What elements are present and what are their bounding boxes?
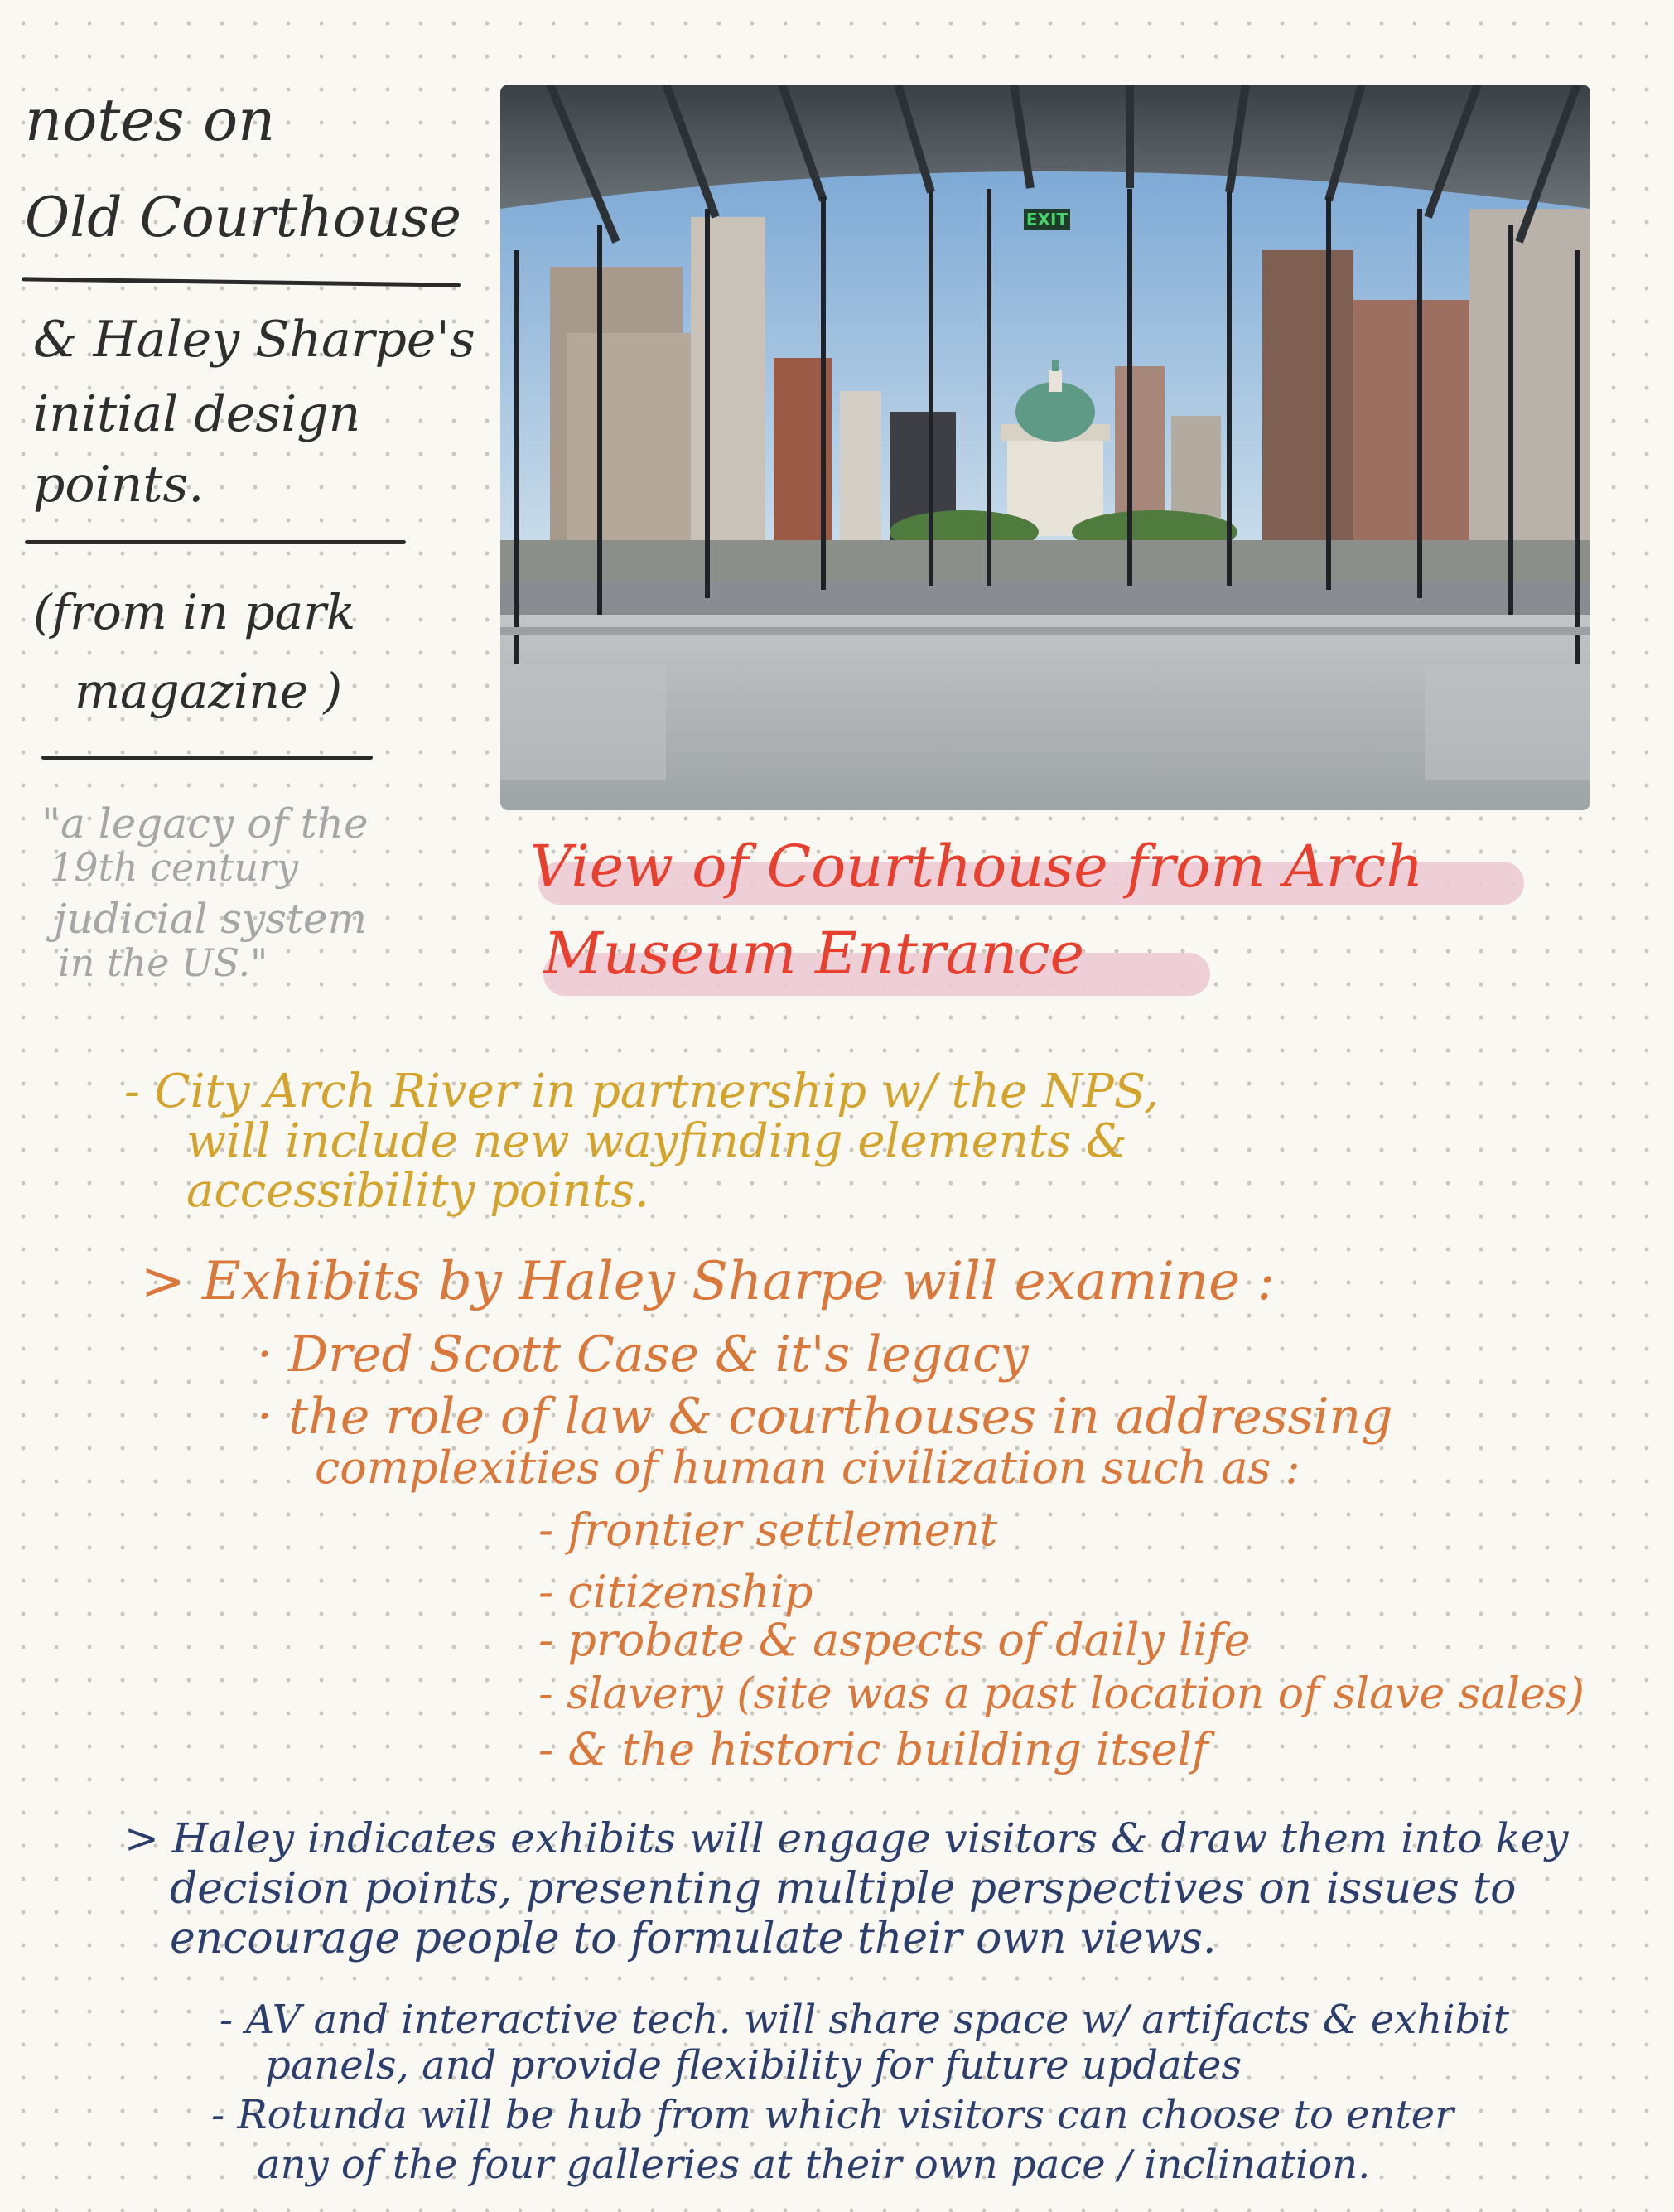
- courthouse-photo-illustration: [500, 85, 1590, 810]
- haley-av-line-1: - AV and interactive tech. will share space w/ artifacts & exhibit: [220, 1997, 1509, 2043]
- city-arch-line-3: accessibility points.: [186, 1164, 649, 1218]
- caption-line-1: View of Courthouse from Arch: [530, 833, 1424, 901]
- exhibits-sub-item: - citizenship: [538, 1566, 813, 1618]
- source-line-2: magazine ): [75, 663, 343, 719]
- exhibits-bullet-2-line-1: · the role of law & courthouses in addressing: [257, 1388, 1393, 1446]
- exhibits-bullet-2-line-2: complexities of human civilization such as :: [315, 1442, 1300, 1494]
- exhibits-sub-item: - slavery (site was a past location of slave sales): [538, 1669, 1585, 1719]
- haley-line-3: encourage people to formulate their own views.: [170, 1914, 1217, 1963]
- haley-rotunda-line-2: any of the four galleries at their own pace / inclination.: [257, 2142, 1371, 2188]
- title-line-3: & Haley Sharpe's: [33, 311, 475, 369]
- exit-sign-label: EXIT: [1025, 210, 1069, 229]
- quote-line-2: 19th century: [50, 845, 298, 890]
- haley-av-line-2: panels, and provide flexibility for future updates: [265, 2042, 1242, 2089]
- caption-line-2: Museum Entrance: [543, 920, 1085, 988]
- quote-line-3: judicial system: [54, 895, 368, 943]
- title-line-1: notes on: [25, 86, 276, 154]
- courthouse-photo: [500, 85, 1590, 810]
- haley-line-2: decision points, presenting multiple perspectives on issues to: [170, 1864, 1517, 1914]
- city-arch-line-1: - City Arch River in partnership w/ the NPS,: [124, 1065, 1159, 1118]
- exhibits-bullet-1: · Dred Scott Case & it's legacy: [257, 1326, 1029, 1384]
- title-line-5: points.: [33, 456, 205, 514]
- exhibits-heading: > Exhibits by Haley Sharpe will examine :: [141, 1251, 1275, 1312]
- title-underline: [22, 277, 461, 287]
- haley-rotunda-line-1: - Rotunda will be hub from which visitors can choose to enter: [211, 2092, 1454, 2138]
- exhibits-sub-item: - probate & aspects of daily life: [538, 1614, 1251, 1666]
- title-line-2: Old Courthouse: [25, 186, 461, 249]
- exhibits-sub-item: - & the historic building itself: [538, 1723, 1208, 1775]
- quote-line-4: in the US.": [58, 940, 268, 985]
- exhibits-sub-item: - frontier settlement: [538, 1504, 998, 1556]
- quote-line-1: "a legacy of the: [41, 799, 369, 848]
- source-line-1: (from in park: [33, 584, 356, 640]
- divider-2: [41, 756, 373, 760]
- title-line-4: initial design: [33, 385, 361, 443]
- city-arch-line-2: will include new wayfinding elements &: [186, 1114, 1127, 1168]
- divider-1: [25, 540, 406, 544]
- haley-line-1: > Haley indicates exhibits will engage visitors & draw them into key: [124, 1814, 1569, 1862]
